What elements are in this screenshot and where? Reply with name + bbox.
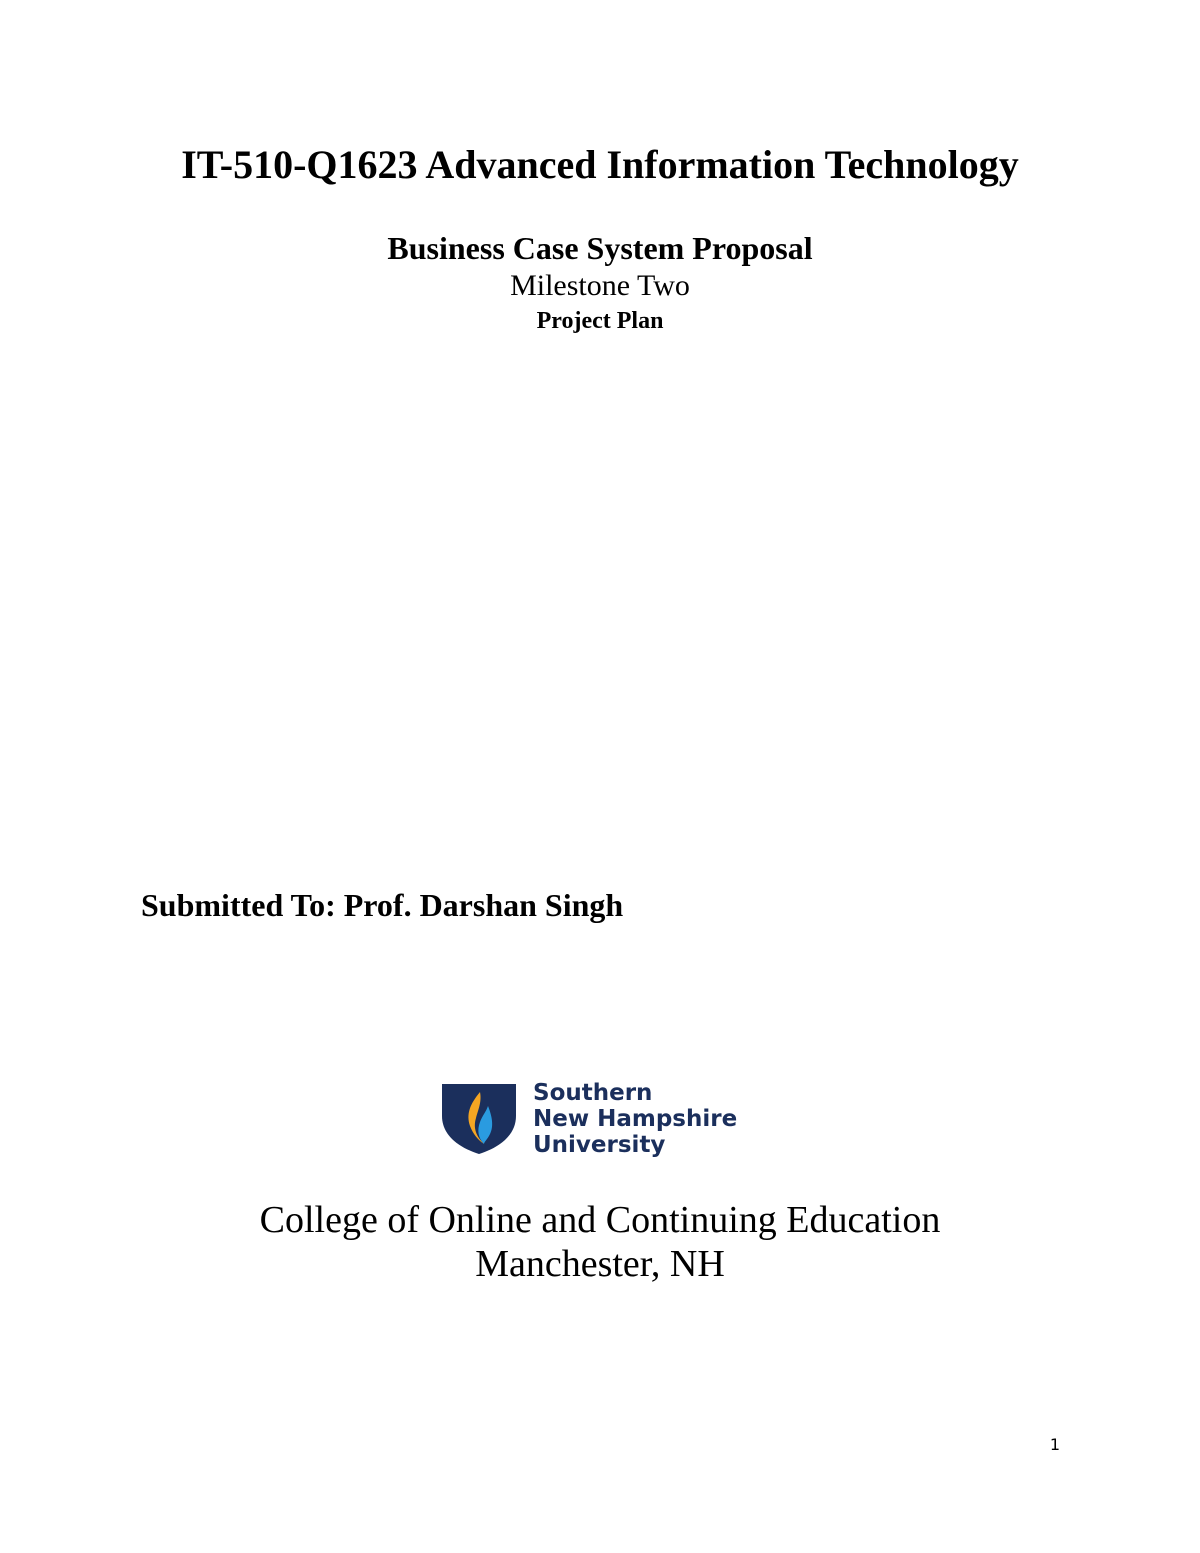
shield-flame-icon [440,1082,518,1156]
college-city: Manchester, NH [475,1243,725,1285]
milestone-subtitle: Milestone Two [510,269,690,302]
logo-line-new-hampshire: New Hampshire [533,1106,738,1132]
course-title: IT-510-Q1623 Advanced Information Technology [181,142,1019,187]
logo-line-southern: Southern [533,1080,653,1106]
logo-line-university: University [533,1132,666,1158]
project-plan-subtitle: Project Plan [536,308,664,334]
logo-wordmark [533,1080,737,1158]
submitted-to-line: Submitted To: Prof. Darshan Singh [141,887,624,923]
snhu-logo [440,1080,770,1160]
page-number: 1 [1049,1435,1061,1454]
document-title: Business Case System Proposal [387,230,813,266]
college-name: College of Online and Continuing Education [259,1199,941,1241]
